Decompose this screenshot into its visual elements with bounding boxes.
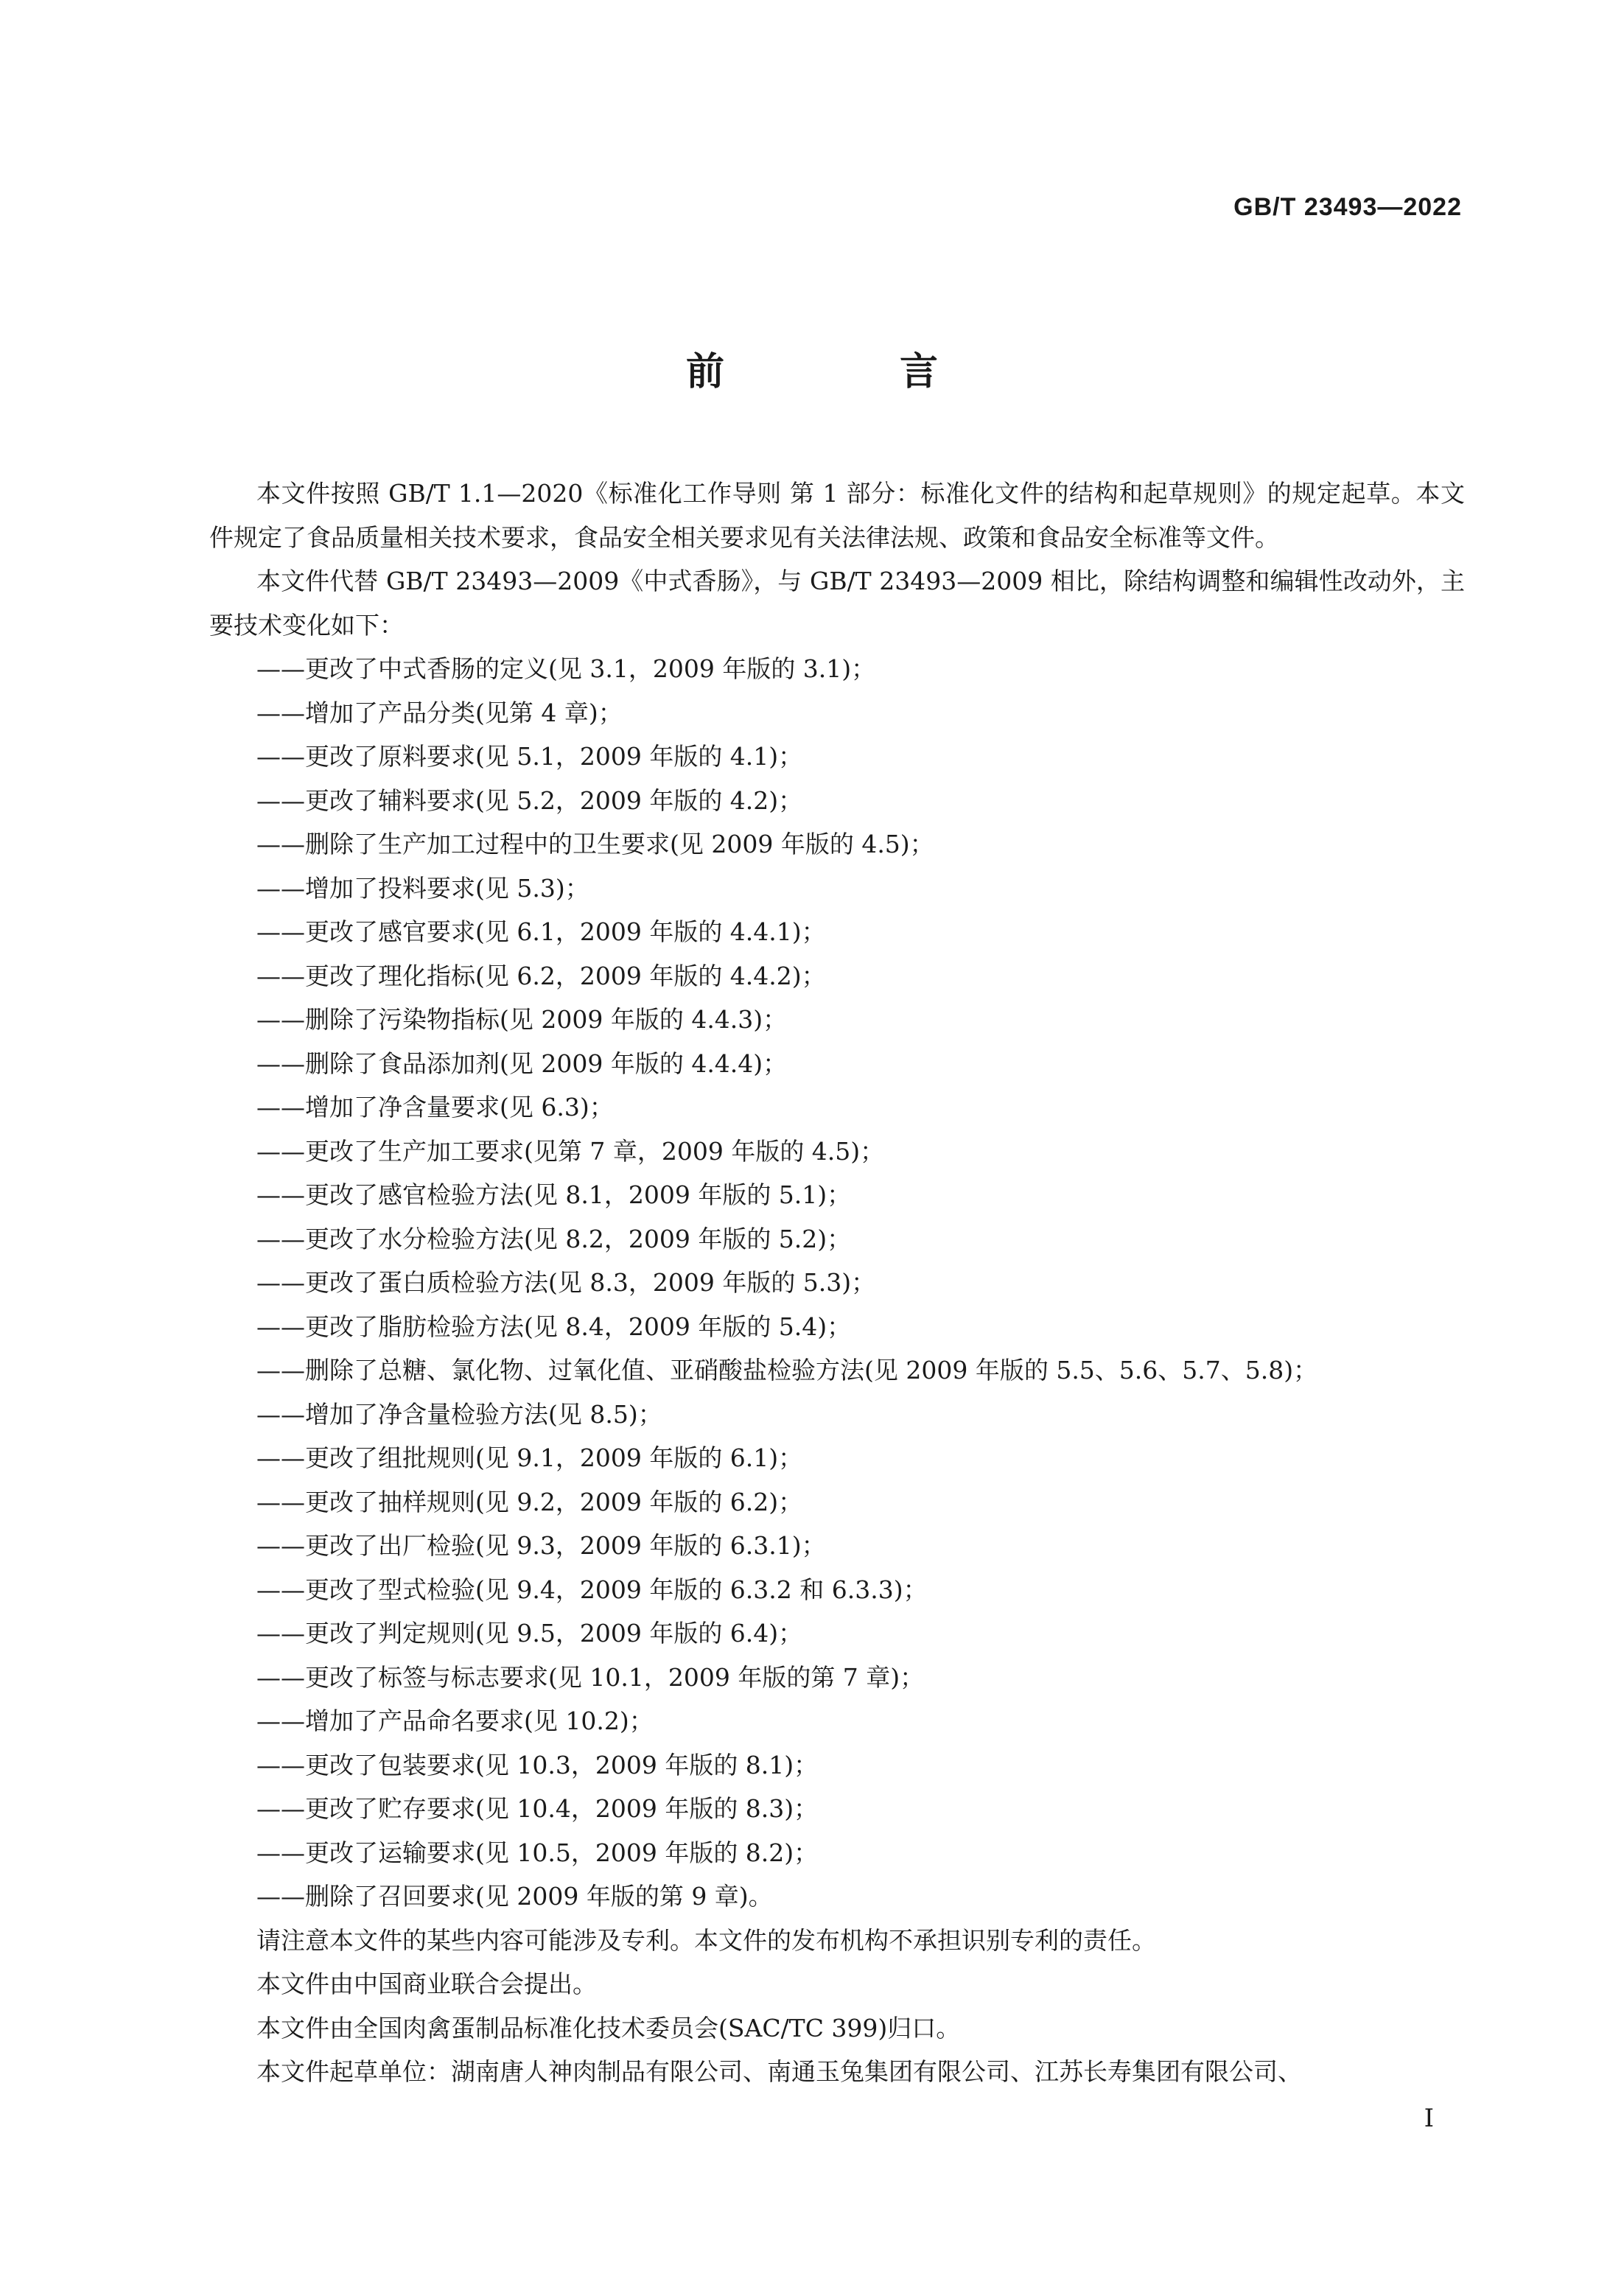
list-item: ——更改了生产加工要求(见第 7 章，2009 年版的 4.5)； xyxy=(256,1136,885,1166)
document-body xyxy=(209,472,1465,2094)
list-item: ——更改了组批规则(见 9.1，2009 年版的 6.1)； xyxy=(256,1443,803,1472)
list-item: ——增加了净含量检验方法(见 8.5)； xyxy=(256,1399,662,1429)
list-item: ——更改了标签与标志要求(见 10.1，2009 年版的第 7 章)； xyxy=(256,1662,925,1692)
list-item: ——增加了投料要求(见 5.3)； xyxy=(256,873,589,903)
paragraph-replacement: 本文件代替 GB/T 23493—2009《中式香肠》，与 GB/T 23493—2009 相比，除结构调整和编辑性改动外，主要技术变化如下： xyxy=(209,567,1465,640)
list-item: ——删除了召回要求(见 2009 年版的第 9 章)。 xyxy=(256,1882,773,1911)
list-item: ——增加了产品命名要求(见 10.2)； xyxy=(256,1706,654,1735)
list-item: ——更改了抽样规则(见 9.2，2009 年版的 6.2)； xyxy=(256,1487,803,1516)
changes-list xyxy=(209,647,1465,1919)
standard-code: GB/T 23493—2022 xyxy=(1233,193,1462,221)
list-item: ——更改了运输要求(见 10.5，2009 年版的 8.2)； xyxy=(256,1838,819,1867)
paragraph-committee: 本文件由全国肉禽蛋制品标准化技术委员会(SAC/TC 399)归口。 xyxy=(256,2013,961,2042)
list-item: ——删除了污染物指标(见 2009 年版的 4.4.3)； xyxy=(256,1005,788,1034)
list-item: ——删除了生产加工过程中的卫生要求(见 2009 年版的 4.5)； xyxy=(256,830,934,858)
list-item: ——删除了总糖、氯化物、过氧化值、亚硝酸盐检验方法(见 2009 年版的 5.5、5.6、5.7、5.8)； xyxy=(256,1356,1318,1384)
list-item: ——删除了食品添加剂(见 2009 年版的 4.4.4)； xyxy=(256,1049,788,1078)
page-title: 前 言 xyxy=(685,350,1020,394)
list-item: ——更改了感官要求(见 6.1，2009 年版的 4.4.1)； xyxy=(256,917,826,946)
list-item: ——更改了原料要求(见 5.1，2009 年版的 4.1)； xyxy=(256,742,803,771)
list-item: ——更改了型式检验(见 9.4，2009 年版的 6.3.2 和 6.3.3)； xyxy=(256,1575,928,1604)
list-item: ——增加了产品分类(见第 4 章)； xyxy=(256,698,623,727)
list-item: ——更改了辅料要求(见 5.2，2009 年版的 4.2)； xyxy=(256,785,803,815)
list-item: ——增加了净含量要求(见 6.3)； xyxy=(256,1093,614,1121)
paragraph-drafting-basis: 本文件按照 GB/T 1.1—2020《标准化工作导则 第 1 部分：标准化文件的结构和起草规则》的规定起草。本文件规定了食品质量相关技术要求，食品安全相关要求见有关法律法规、政策和食品安全标准等文件。 xyxy=(209,479,1465,552)
list-item: ——更改了理化指标(见 6.2，2009 年版的 4.4.2)； xyxy=(256,961,826,990)
list-item: ——更改了感官检验方法(见 8.1，2009 年版的 5.1)； xyxy=(256,1180,852,1209)
list-item: ——更改了脂肪检验方法(见 8.4，2009 年版的 5.4)； xyxy=(256,1312,852,1341)
paragraph-proposer: 本文件由中国商业联合会提出。 xyxy=(256,1970,597,1998)
list-item: ——更改了中式香肠的定义(见 3.1，2009 年版的 3.1)； xyxy=(256,654,876,683)
paragraph-patent-notice: 请注意本文件的某些内容可能涉及专利。本文件的发布机构不承担识别专利的责任。 xyxy=(256,1925,1156,1955)
list-item: ——更改了出厂检验(见 9.3，2009 年版的 6.3.1)； xyxy=(256,1531,826,1560)
paragraph-drafting-units: 本文件起草单位：湖南唐人神肉制品有限公司、南通玉兔集团有限公司、江苏长寿集团有限公司、 xyxy=(256,2057,1302,2086)
list-item: ——更改了水分检验方法(见 8.2，2009 年版的 5.2)； xyxy=(256,1224,852,1253)
list-item: ——更改了蛋白质检验方法(见 8.3，2009 年版的 5.3)； xyxy=(256,1268,876,1297)
list-item: ——更改了判定规则(见 9.5，2009 年版的 6.4)； xyxy=(256,1619,803,1648)
list-item: ——更改了贮存要求(见 10.4，2009 年版的 8.3)； xyxy=(256,1794,819,1823)
list-item: ——更改了包装要求(见 10.3，2009 年版的 8.1)； xyxy=(256,1750,819,1779)
page-number: I xyxy=(1424,2104,1434,2133)
